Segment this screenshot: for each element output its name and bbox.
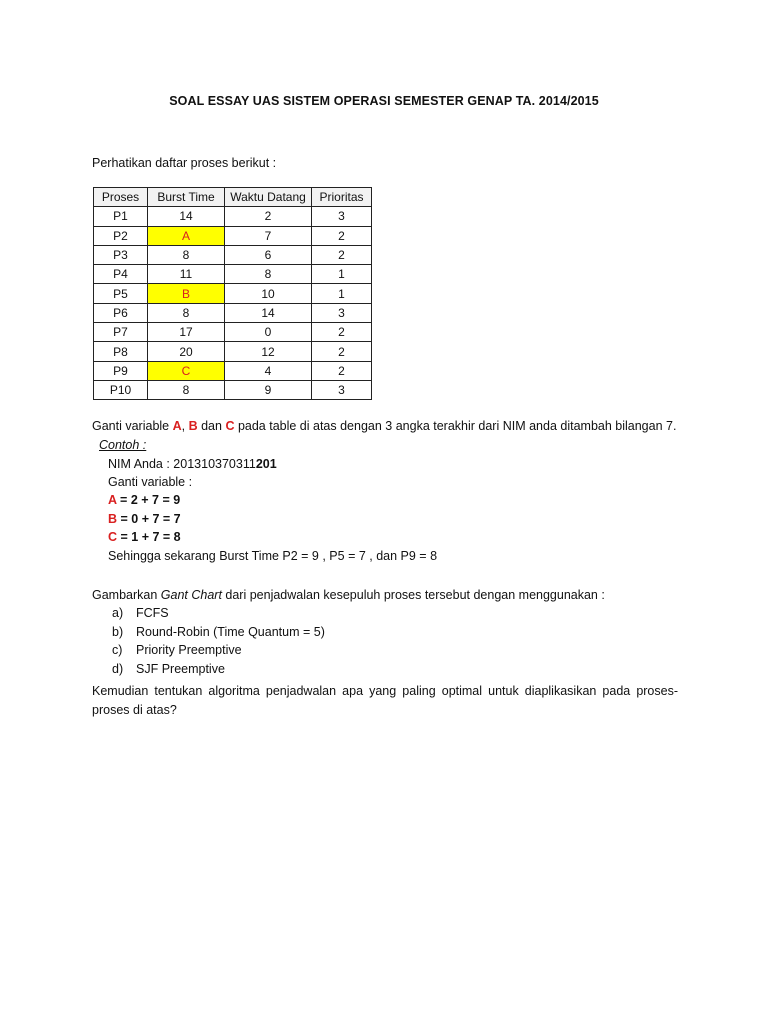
cell-burst-time: 8 [148, 303, 225, 322]
cell-burst-time: 11 [148, 265, 225, 284]
table-row [94, 226, 372, 245]
cell-waktu-datang: 12 [225, 342, 312, 361]
cell-proses: P10 [94, 380, 148, 399]
cell-burst-time: 8 [148, 245, 225, 264]
cell-waktu-datang: 8 [225, 265, 312, 284]
cell-waktu-datang: 2 [225, 207, 312, 226]
table-row [94, 361, 372, 380]
nim-last-digits: 201 [255, 457, 277, 471]
column-header-burst-time: Burst Time [148, 188, 225, 207]
eq-a-value: = 2 + 7 = 9 [116, 493, 181, 507]
cell-prioritas: 3 [312, 380, 372, 399]
table-row [94, 245, 372, 264]
cell-burst-time: C [148, 361, 225, 380]
table-row [94, 207, 372, 226]
list-marker: c) [112, 643, 123, 657]
cell-proses: P2 [94, 226, 148, 245]
cell-prioritas: 2 [312, 226, 372, 245]
table-body [94, 207, 372, 400]
example-eq-b [108, 510, 181, 528]
cell-burst-time: 17 [148, 323, 225, 342]
table-row [94, 284, 372, 303]
cell-proses: P4 [94, 265, 148, 284]
example-eq-c [108, 528, 181, 546]
cell-proses: P7 [94, 323, 148, 342]
instruction-part: Ganti variable [92, 419, 173, 433]
intro-text: Perhatikan daftar proses berikut : [92, 156, 277, 170]
eq-c-value: = 1 + 7 = 8 [117, 530, 181, 544]
list-item-text: SJF Preemptive [136, 662, 225, 676]
cell-prioritas: 2 [312, 361, 372, 380]
list-item [112, 604, 169, 622]
eq-variable-a: A [108, 493, 117, 507]
cell-prioritas: 1 [312, 284, 372, 303]
task-part: dari penjadwalan kesepuluh proses tersebut dengan menggunakan : [221, 588, 605, 602]
cell-prioritas: 2 [312, 342, 372, 361]
table-row [94, 265, 372, 284]
cell-burst-time: 8 [148, 380, 225, 399]
cell-waktu-datang: 0 [225, 323, 312, 342]
eq-variable-b: B [108, 512, 118, 526]
list-item [112, 641, 242, 659]
table-row [94, 323, 372, 342]
task-part: Gambarkan [92, 588, 161, 602]
document-title: SOAL ESSAY UAS SISTEM OPERASI SEMESTER GENAP TA. 2014/2015 [169, 94, 599, 108]
example-result: Sehingga sekarang Burst Time P2 = 9 , P5 = 7 , dan P9 = 8 [108, 549, 438, 563]
cell-waktu-datang: 9 [225, 380, 312, 399]
list-item-text: Round-Robin (Time Quantum = 5) [136, 625, 325, 639]
table-header-row [94, 188, 372, 207]
process-table [93, 187, 372, 400]
nim-label: NIM Anda : 201310370311 [108, 457, 256, 471]
instruction-part: dan [197, 419, 226, 433]
column-header-waktu-datang: Waktu Datang [225, 188, 312, 207]
table-row [94, 303, 372, 322]
cell-burst-time: A [148, 226, 225, 245]
table-row [94, 342, 372, 361]
list-item-text: FCFS [136, 606, 169, 620]
eq-variable-c: C [108, 530, 118, 544]
variable-a: A [172, 419, 182, 433]
cell-waktu-datang: 14 [225, 303, 312, 322]
cell-waktu-datang: 7 [225, 226, 312, 245]
cell-prioritas: 2 [312, 245, 372, 264]
instruction-text [92, 417, 676, 435]
list-marker: d) [112, 662, 124, 676]
cell-waktu-datang: 4 [225, 361, 312, 380]
cell-burst-time: 20 [148, 342, 225, 361]
list-marker: b) [112, 625, 124, 639]
variable-b: B [188, 419, 198, 433]
gant-chart-term: Gant Chart [160, 588, 222, 602]
cell-waktu-datang: 10 [225, 284, 312, 303]
cell-prioritas: 3 [312, 207, 372, 226]
cell-prioritas: 1 [312, 265, 372, 284]
cell-waktu-datang: 6 [225, 245, 312, 264]
list-item [112, 660, 225, 678]
list-marker: a) [112, 606, 124, 620]
cell-proses: P1 [94, 207, 148, 226]
closing-question: Kemudian tentukan algoritma penjadwalan apa yang paling optimal untuk diaplikasikan pada proses-proses di atas? [92, 684, 678, 717]
column-header-prioritas: Prioritas [312, 188, 372, 207]
example-nim [108, 455, 277, 473]
example-ganti: Ganti variable : [108, 475, 193, 489]
list-item-text: Priority Preemptive [136, 643, 242, 657]
cell-prioritas: 2 [312, 323, 372, 342]
instruction-part: , [181, 419, 189, 433]
cell-burst-time: 14 [148, 207, 225, 226]
cell-proses: P9 [94, 361, 148, 380]
cell-proses: P6 [94, 303, 148, 322]
instruction-part: pada table di atas dengan 3 angka terakhir dari NIM anda ditambah bilangan 7. [234, 419, 677, 433]
cell-burst-time: B [148, 284, 225, 303]
column-header-proses: Proses [94, 188, 148, 207]
variable-c: C [225, 419, 235, 433]
cell-proses: P8 [94, 342, 148, 361]
table-row [94, 380, 372, 399]
eq-b-value: = 0 + 7 = 7 [117, 512, 181, 526]
cell-prioritas: 3 [312, 303, 372, 322]
example-label: Contoh : [99, 438, 147, 452]
task-text [92, 586, 605, 604]
example-eq-a [108, 491, 180, 509]
list-item [112, 623, 325, 641]
cell-proses: P5 [94, 284, 148, 303]
cell-proses: P3 [94, 245, 148, 264]
